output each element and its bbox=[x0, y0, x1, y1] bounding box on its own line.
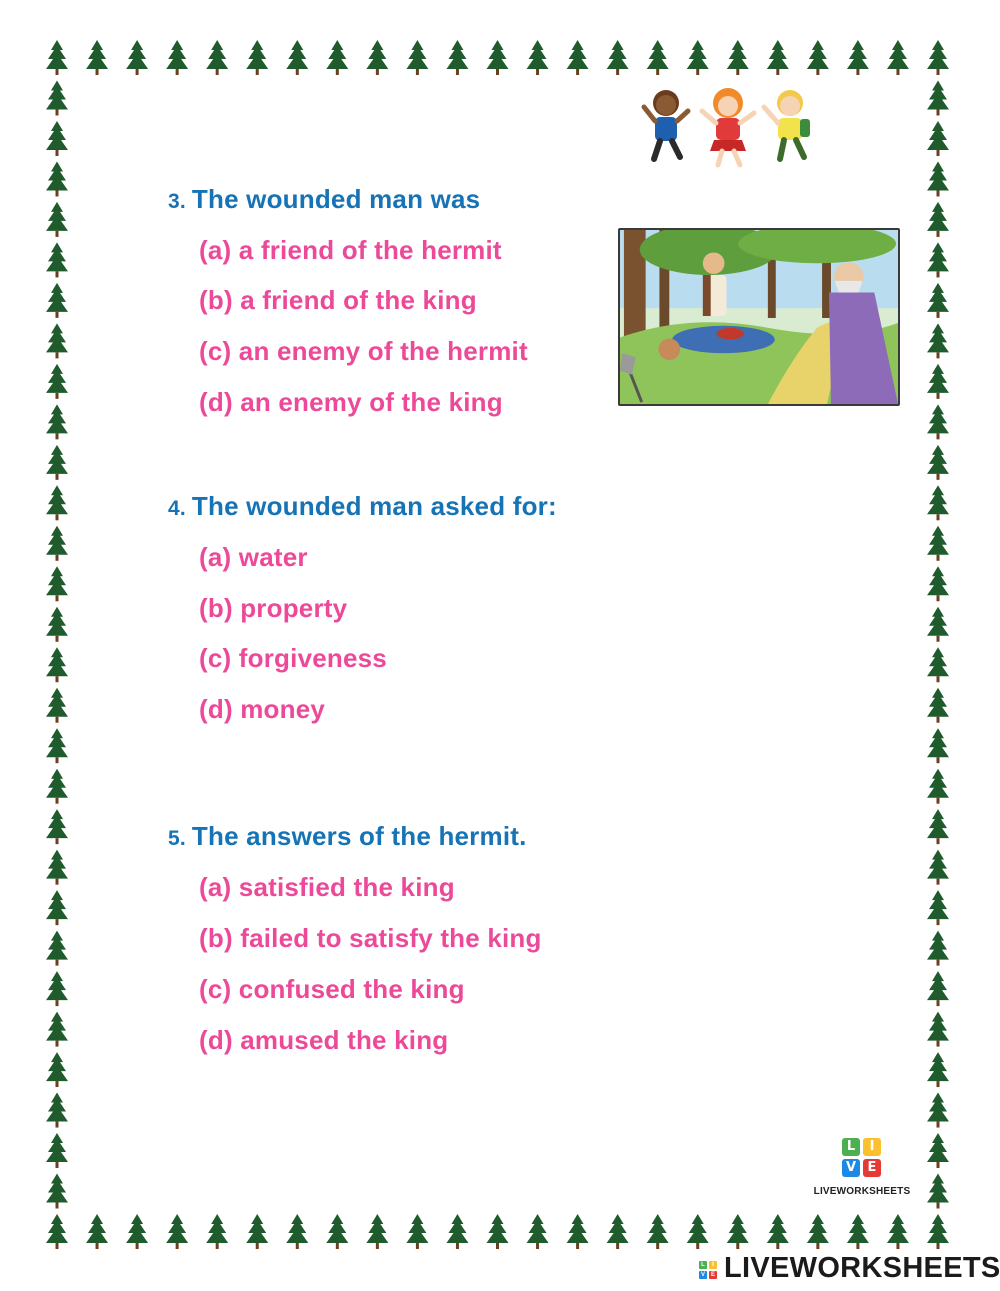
pine-tree-icon bbox=[406, 40, 428, 75]
pine-tree-icon bbox=[927, 769, 949, 804]
pine-tree-icon bbox=[567, 40, 589, 75]
pine-tree-icon bbox=[927, 728, 949, 763]
q3-option-a: (a) a friend of the hermit bbox=[199, 235, 502, 265]
pine-tree-icon bbox=[927, 161, 949, 196]
pine-tree-icon bbox=[887, 1214, 909, 1249]
pine-tree-icon bbox=[927, 445, 949, 480]
footer-tile-e: E bbox=[710, 1272, 715, 1278]
pine-tree-icon bbox=[46, 850, 68, 885]
footer-text: LIVEWORKSHEETS bbox=[724, 1252, 1000, 1284]
question-number: 3. bbox=[168, 190, 186, 213]
pine-tree-icon bbox=[607, 40, 629, 75]
q5-option-d: (d) amused the king bbox=[199, 1025, 449, 1055]
pine-tree-icon bbox=[927, 607, 949, 642]
pine-tree-icon bbox=[807, 1214, 829, 1249]
footer-tile-l: L bbox=[699, 1261, 707, 1269]
pine-tree-icon bbox=[46, 1012, 68, 1047]
pine-tree-icon bbox=[847, 1214, 869, 1249]
logo-tile-l: L bbox=[842, 1138, 860, 1156]
pine-tree-icon bbox=[927, 850, 949, 885]
children-jumping-illustration bbox=[624, 83, 836, 171]
q5-option-b: (b) failed to satisfy the king bbox=[199, 923, 542, 953]
pine-tree-icon bbox=[887, 40, 909, 75]
pine-tree-icon bbox=[927, 1133, 949, 1168]
pine-tree-icon bbox=[927, 242, 949, 277]
pine-tree-icon bbox=[46, 1093, 68, 1128]
pine-tree-icon bbox=[126, 1214, 148, 1249]
pine-tree-icon bbox=[366, 40, 388, 75]
pine-tree-icon bbox=[927, 688, 949, 723]
footer-tile-v: V bbox=[700, 1272, 705, 1278]
pine-tree-icon bbox=[286, 40, 308, 75]
pine-tree-icon bbox=[927, 1093, 949, 1128]
q3-option-c: (c) an enemy of the hermit bbox=[199, 336, 528, 366]
pine-tree-icon bbox=[166, 40, 188, 75]
pine-tree-icon bbox=[767, 1214, 789, 1249]
pine-tree-icon bbox=[46, 323, 68, 358]
pine-tree-icon bbox=[847, 40, 869, 75]
pine-tree-icon bbox=[46, 80, 68, 115]
pine-tree-icon bbox=[927, 1214, 949, 1249]
pine-tree-icon bbox=[927, 40, 949, 75]
pine-tree-icon bbox=[206, 1214, 228, 1249]
pine-tree-icon bbox=[46, 445, 68, 480]
pine-tree-icon bbox=[487, 1214, 509, 1249]
footer-tile-i: I bbox=[709, 1261, 717, 1269]
pine-tree-icon bbox=[46, 566, 68, 601]
hermit-and-wounded-man-illustration bbox=[618, 228, 900, 406]
pine-tree-icon bbox=[927, 931, 949, 966]
pine-tree-icon bbox=[366, 1214, 388, 1249]
question-number: 4. bbox=[168, 497, 186, 520]
pine-tree-icon bbox=[46, 809, 68, 844]
q4-option-c: (c) forgiveness bbox=[199, 643, 387, 673]
question-5 bbox=[168, 821, 527, 852]
pine-tree-icon bbox=[46, 688, 68, 723]
logo-tile-e: E bbox=[863, 1159, 881, 1177]
q3-option-d: (d) an enemy of the king bbox=[199, 387, 503, 417]
pine-tree-icon bbox=[46, 121, 68, 156]
pine-tree-icon bbox=[46, 202, 68, 237]
pine-tree-icon bbox=[46, 971, 68, 1006]
pine-tree-icon bbox=[326, 40, 348, 75]
pine-tree-icon bbox=[927, 121, 949, 156]
pine-tree-icon bbox=[927, 283, 949, 318]
pine-tree-icon bbox=[46, 283, 68, 318]
pine-tree-icon bbox=[446, 40, 468, 75]
pine-tree-icon bbox=[927, 1174, 949, 1209]
pine-tree-icon bbox=[326, 1214, 348, 1249]
question-4 bbox=[168, 491, 557, 522]
pine-tree-icon bbox=[246, 1214, 268, 1249]
question-text: The wounded man was bbox=[191, 184, 481, 214]
pine-tree-icon bbox=[927, 971, 949, 1006]
q4-option-d: (d) money bbox=[199, 694, 326, 724]
pine-tree-icon bbox=[126, 40, 148, 75]
pine-tree-icon bbox=[46, 526, 68, 561]
pine-tree-icon bbox=[927, 809, 949, 844]
pine-tree-icon bbox=[406, 1214, 428, 1249]
pine-tree-icon bbox=[46, 40, 68, 75]
pine-tree-icon bbox=[607, 1214, 629, 1249]
pine-tree-icon bbox=[527, 1214, 549, 1249]
question-number: 5. bbox=[168, 827, 186, 850]
pine-tree-icon bbox=[46, 161, 68, 196]
pine-tree-icon bbox=[927, 526, 949, 561]
pine-tree-icon bbox=[46, 1174, 68, 1209]
pine-tree-icon bbox=[927, 202, 949, 237]
pine-tree-icon bbox=[246, 40, 268, 75]
question-text: The wounded man asked for: bbox=[191, 491, 557, 521]
pine-tree-icon bbox=[46, 647, 68, 682]
q4-option-a: (a) water bbox=[199, 542, 308, 572]
logo-tile-i: I bbox=[863, 1138, 881, 1156]
pine-tree-icon bbox=[166, 1214, 188, 1249]
pine-tree-icon bbox=[927, 364, 949, 399]
pine-tree-icon bbox=[46, 890, 68, 925]
q4-option-b: (b) property bbox=[199, 593, 348, 623]
pine-tree-icon bbox=[807, 40, 829, 75]
pine-tree-icon bbox=[46, 1133, 68, 1168]
liveworksheets-logo bbox=[802, 1136, 922, 1202]
pine-tree-icon bbox=[927, 1012, 949, 1047]
pine-tree-icon bbox=[927, 647, 949, 682]
logo-caption: LIVEWORKSHEETS bbox=[813, 1186, 911, 1197]
pine-tree-icon bbox=[927, 890, 949, 925]
pine-tree-icon bbox=[767, 40, 789, 75]
pine-tree-icon bbox=[46, 728, 68, 763]
question-text: The answers of the hermit. bbox=[191, 821, 527, 851]
pine-tree-icon bbox=[46, 607, 68, 642]
q5-option-c: (c) confused the king bbox=[199, 974, 465, 1004]
pine-tree-icon bbox=[687, 40, 709, 75]
pine-tree-icon bbox=[727, 40, 749, 75]
pine-tree-icon bbox=[46, 485, 68, 520]
pine-tree-icon bbox=[567, 1214, 589, 1249]
pine-tree-icon bbox=[647, 40, 669, 75]
pine-tree-icon bbox=[46, 1052, 68, 1087]
pine-tree-icon bbox=[206, 40, 228, 75]
q5-option-a: (a) satisfied the king bbox=[199, 872, 455, 902]
question-3 bbox=[168, 184, 480, 215]
pine-tree-icon bbox=[927, 485, 949, 520]
pine-tree-icon bbox=[46, 1214, 68, 1249]
pine-tree-icon bbox=[46, 242, 68, 277]
pine-tree-icon bbox=[727, 1214, 749, 1249]
pine-tree-icon bbox=[927, 323, 949, 358]
pine-tree-icon bbox=[687, 1214, 709, 1249]
pine-tree-icon bbox=[927, 404, 949, 439]
pine-tree-icon bbox=[286, 1214, 308, 1249]
q3-option-b: (b) a friend of the king bbox=[199, 285, 477, 315]
pine-tree-icon bbox=[927, 80, 949, 115]
pine-tree-icon bbox=[527, 40, 549, 75]
pine-tree-icon bbox=[86, 40, 108, 75]
pine-tree-icon bbox=[446, 1214, 468, 1249]
pine-tree-icon bbox=[927, 1052, 949, 1087]
pine-tree-icon bbox=[46, 769, 68, 804]
pine-tree-icon bbox=[46, 931, 68, 966]
pine-tree-icon bbox=[927, 566, 949, 601]
logo-tile-v: V bbox=[842, 1159, 860, 1177]
pine-tree-icon bbox=[86, 1214, 108, 1249]
pine-tree-icon bbox=[46, 404, 68, 439]
pine-tree-icon bbox=[487, 40, 509, 75]
pine-tree-icon bbox=[647, 1214, 669, 1249]
pine-tree-icon bbox=[46, 364, 68, 399]
